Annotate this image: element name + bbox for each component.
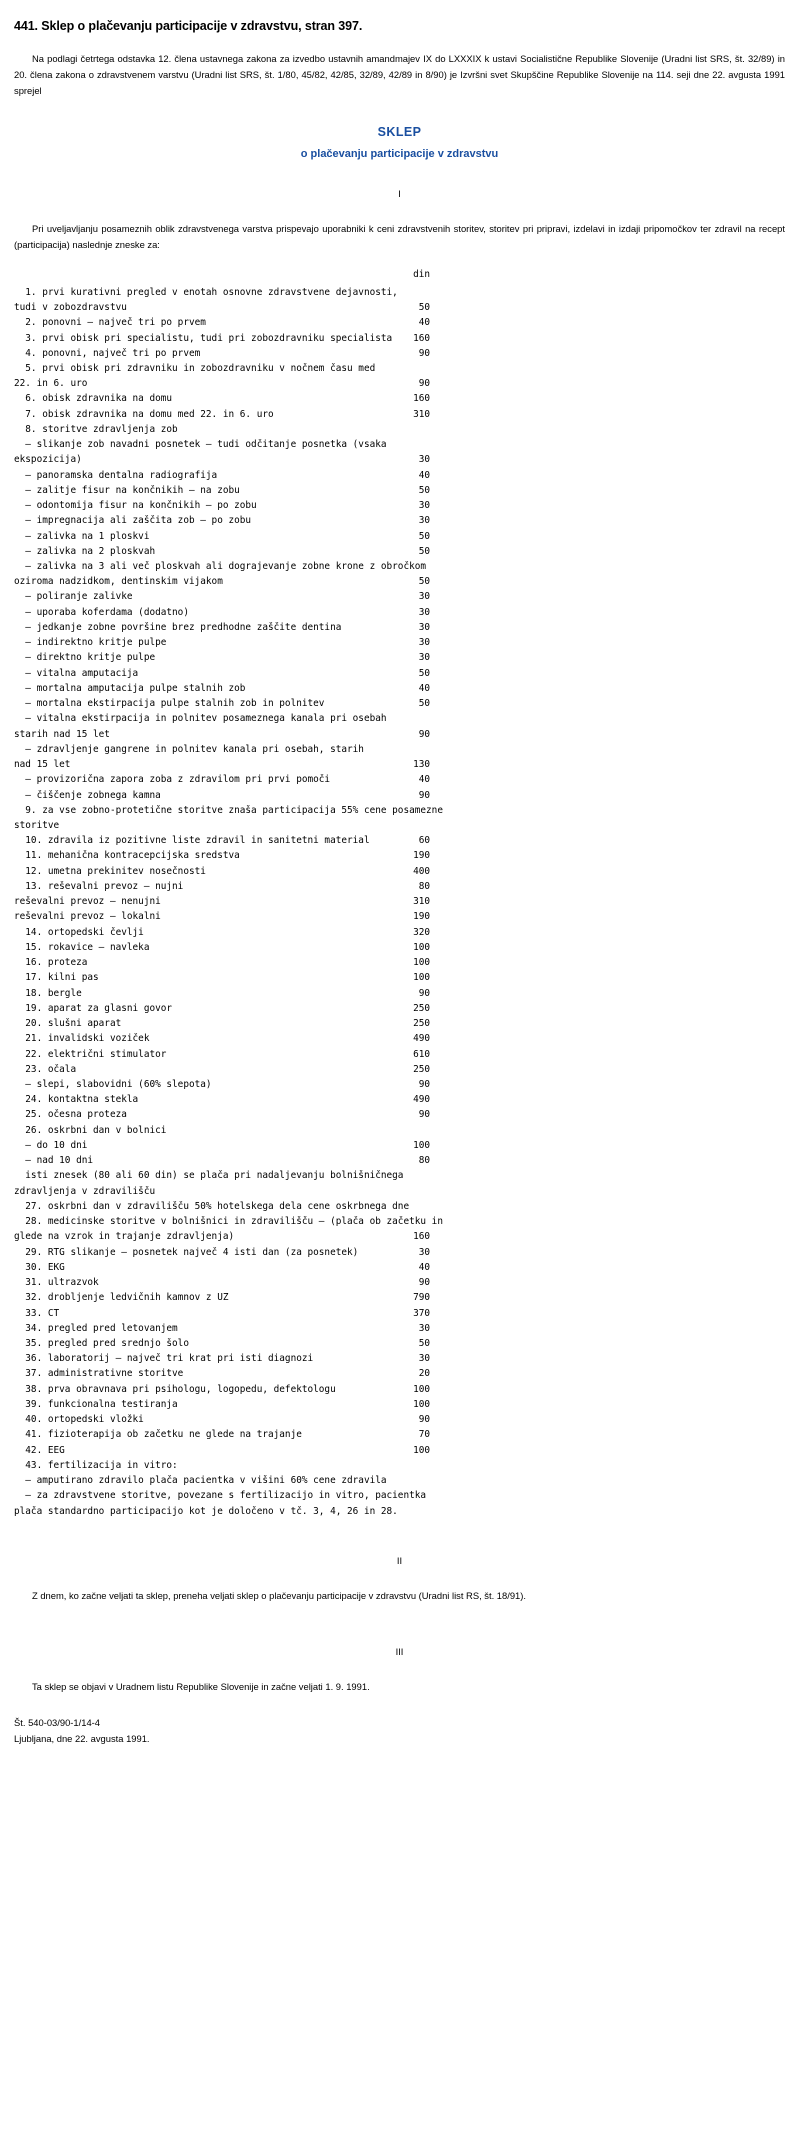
list-item: [14, 498, 785, 513]
list-item-amount: 490: [413, 1033, 430, 1045]
list-item-label: — indirektno kritje pulpe: [14, 637, 167, 649]
list-item-label: 42. EEG: [14, 1444, 65, 1456]
list-item-label: 11. mehanična kontracepcijska sredstva: [14, 850, 240, 862]
list-item: [14, 1062, 785, 1077]
list-item-amount: 40: [418, 469, 430, 481]
list-item-label: 40. ortopedski vložki: [14, 1414, 144, 1426]
list-item-amount: 30: [418, 606, 430, 618]
list-item-label: plača standardno participacijo kot je določeno v tč. 3, 4, 26 in 28.: [14, 1505, 398, 1517]
list-item-label: — nad 10 dni: [14, 1155, 94, 1167]
list-item: [14, 1077, 785, 1092]
list-item-label: — direktno kritje pulpe: [14, 652, 156, 664]
list-item-amount: 790: [413, 1292, 430, 1304]
list-item-label: — impregnacija ali zaščita zob — po zobu: [14, 515, 252, 527]
decision-heading: [14, 125, 785, 160]
list-item: [14, 1001, 785, 1016]
list-item-label: 19. aparat za glasni govor: [14, 1002, 173, 1014]
list-item-amount: 320: [413, 926, 430, 938]
list-item-label: 2. ponovni — največ tri po prvem: [14, 317, 206, 329]
list-item-label: — vitalna ekstirpacija in polnitev posameznega kanala pri osebah: [14, 713, 387, 725]
list-item-label: — mortalna amputacija pulpe stalnih zob: [14, 682, 246, 694]
list-item: [14, 864, 785, 879]
list-item-amount: 50: [418, 302, 430, 314]
list-item: [14, 833, 785, 848]
list-item-amount: 160: [413, 393, 430, 405]
section-1-numeral: I: [398, 187, 401, 199]
list-item: [14, 727, 785, 742]
list-item-label: 35. pregled pred srednjo šolo: [14, 1337, 189, 1349]
list-item: [14, 300, 785, 315]
list-item-label: 4. ponovni, največ tri po prvem: [14, 347, 201, 359]
list-item-amount: 40: [418, 1261, 430, 1273]
list-item: [14, 803, 785, 818]
list-item-label: nad 15 let: [14, 759, 71, 771]
list-item-label: 24. kontaktna stekla: [14, 1094, 139, 1106]
list-item-label: 10. zdravila iz pozitivne liste zdravil in sanitetni material: [14, 835, 370, 847]
list-item-label: 28. medicinske storitve v bolnišnici in zdravilišču — (plača ob začetku in: [14, 1216, 443, 1228]
list-item-label: 33. CT: [14, 1307, 60, 1319]
list-item: [14, 315, 785, 330]
list-item-amount: 190: [413, 911, 430, 923]
list-item-amount: 30: [418, 1353, 430, 1365]
section-3-numeral: III: [395, 1645, 404, 1657]
list-item: [14, 955, 785, 970]
list-item-label: — mortalna ekstirpacija pulpe stalnih zob in polnitev: [14, 698, 325, 710]
list-item-amount: 90: [418, 378, 430, 390]
list-item: [14, 635, 785, 650]
list-item: [14, 589, 785, 604]
list-item-label: oziroma nadzidkom, dentinskim vijakom: [14, 576, 223, 588]
list-item-amount: 370: [413, 1307, 430, 1319]
list-item: [14, 1290, 785, 1305]
page-title: 441. Sklep o plačevanju participacije v zdravstvu, stran 397.: [14, 19, 363, 33]
list-item: [14, 1336, 785, 1351]
heading-sklep: SKLEP: [377, 124, 422, 139]
list-item-label: 8. storitve zdravljenja zob: [14, 423, 178, 435]
list-item-amount: 30: [418, 652, 430, 664]
list-item: [14, 894, 785, 909]
list-item-amount: 100: [413, 1139, 430, 1151]
list-item-amount: 90: [418, 347, 430, 359]
list-item-amount: 90: [418, 728, 430, 740]
list-item: [14, 909, 785, 924]
list-item: [14, 1275, 785, 1290]
list-item-label: 22. električni stimulator: [14, 1048, 167, 1060]
list-item-amount: 40: [418, 682, 430, 694]
list-item-label: — slikanje zob navadni posnetek — tudi odčitanje posnetka (vsaka: [14, 439, 387, 451]
list-item-label: glede na vzrok in trajanje zdravljenja): [14, 1231, 235, 1243]
list-item-amount: 50: [418, 1337, 430, 1349]
list-item: [14, 331, 785, 346]
list-item-label: — poliranje zalivke: [14, 591, 133, 603]
list-item: [14, 1199, 785, 1214]
list-item: [14, 1260, 785, 1275]
list-item-amount: 160: [413, 1231, 430, 1243]
list-item: [14, 376, 785, 391]
list-item-label: 38. prva obravnava pri psihologu, logopedu, defektologu: [14, 1383, 336, 1395]
list-item-label: storitve: [14, 820, 60, 831]
list-item-label: tudi v zobozdravstvu: [14, 302, 127, 314]
list-item-label: 37. administrativne storitve: [14, 1368, 184, 1380]
list-item-amount: 30: [418, 591, 430, 603]
list-item-label: 30. EKG: [14, 1261, 65, 1273]
list-item: [14, 1214, 785, 1229]
list-item-amount: 80: [418, 880, 430, 892]
list-item-amount: 310: [413, 408, 430, 420]
list-item-label: 9. za vse zobno-protetične storitve znaša participacija 55% cene posamezne: [14, 804, 443, 816]
list-item-amount: 130: [413, 759, 430, 771]
list-item: [14, 940, 785, 955]
list-item-label: reševalni prevoz — lokalni: [14, 911, 161, 923]
section-3-paragraph: [14, 1679, 785, 1695]
list-item: [14, 1321, 785, 1336]
list-item-label: 34. pregled pred letovanjem: [14, 1322, 178, 1334]
list-item-amount: 50: [418, 545, 430, 557]
list-item-label: 43. fertilizacija in vitro:: [14, 1459, 178, 1471]
list-item: [14, 986, 785, 1001]
list-item: [14, 452, 785, 467]
list-item-label: — jedkanje zobne površine brez predhodne zaščite dentina: [14, 621, 342, 633]
list-item: [14, 559, 785, 574]
list-item: [14, 1504, 785, 1519]
section-1-intro-text: Pri uveljavljanju posameznih oblik zdravstvenega varstva prispevajo uporabniki k ceni zdravstvenih storitev, storitev pri pripravi, izdelavi in izdaji pripomočkov ter zdravil na recept (participacija) naslednje zneske za:: [14, 222, 785, 250]
list-item: [14, 925, 785, 940]
intro-text: Na podlagi četrtega odstavka 12. člena ustavnega zakona za izvedbo ustavnih amandmajev IX do LXXXIX k ustavi Socialistične Republike Slovenije (Uradni list SRS, št. 32/89) in 20. člena zakona o zdravstvenem varstvu (Uradni list SRS, št. 1/80, 45/82, 42/85, 32/89, 42/89 in 8/90) je Izvršni svet Skupščine Republike Slovenije na 114. seji dne 22. avgusta 1991 sprejel: [14, 52, 785, 96]
list-item: [14, 437, 785, 452]
list-item-amount: 30: [418, 454, 430, 466]
list-item-amount: 50: [418, 530, 430, 542]
list-item-label: — zalitje fisur na končnikih — na zobu: [14, 484, 240, 496]
list-item: [14, 666, 785, 681]
list-item-amount: 80: [418, 1155, 430, 1167]
list-item-amount: 100: [413, 957, 430, 969]
list-item-label: ekspozicija): [14, 454, 82, 466]
list-item-amount: 250: [413, 1063, 430, 1075]
list-item: [14, 1488, 785, 1503]
list-item: [14, 391, 785, 406]
list-item-label: 41. fizioterapija ob začetku ne glede na trajanje: [14, 1429, 302, 1441]
list-item-amount: 30: [418, 1322, 430, 1334]
list-item-label: 18. bergle: [14, 987, 82, 999]
list-item: [14, 605, 785, 620]
list-item-label: — čiščenje zobnega kamna: [14, 789, 161, 801]
list-item-label: 36. laboratorij — največ tri krat pri isti diagnozi: [14, 1353, 314, 1365]
signature-place: Ljubljana, dne 22. avgusta 1991.: [14, 1733, 150, 1745]
list-item-label: 39. funkcionalna testiranja: [14, 1398, 178, 1410]
heading-subtitle: o plačevanju participacije v zdravstvu: [300, 147, 499, 160]
list-item-label: — slepi, slabovidni (60% slepota): [14, 1078, 212, 1090]
signature-block: [14, 1715, 785, 1748]
list-item-label: 5. prvi obisk pri zdravniku in zobozdravniku v nočnem času med: [14, 362, 376, 374]
list-item-label: 3. prvi obisk pri specialistu, tudi pri zobozdravniku specialista: [14, 332, 393, 344]
list-item-label: 20. slušni aparat: [14, 1018, 122, 1030]
list-item-label: — do 10 dni: [14, 1139, 88, 1151]
list-item-amount: 40: [418, 317, 430, 329]
list-item: [14, 1107, 785, 1122]
list-item: [14, 1092, 785, 1107]
list-item-label: reševalni prevoz — nenujni: [14, 896, 161, 908]
list-item-amount: 610: [413, 1048, 430, 1060]
list-item: [14, 468, 785, 483]
list-item-amount: 30: [418, 500, 430, 512]
list-item-label: — vitalna amputacija: [14, 667, 139, 679]
list-item-amount: 400: [413, 865, 430, 877]
list-item-label: — provizorična zapora zoba z zdravilom pri prvi pomoči: [14, 774, 331, 786]
list-item: [14, 1443, 785, 1458]
list-item-label: 15. rokavice — navleka: [14, 941, 150, 953]
list-item: [14, 1458, 785, 1473]
currency-header: din: [413, 268, 430, 280]
participation-list: [14, 285, 785, 1519]
list-item: [14, 788, 785, 803]
list-item: [14, 848, 785, 863]
list-item-label: 12. umetna prekinitev nosečnosti: [14, 865, 206, 877]
list-item-label: 6. obisk zdravnika na domu: [14, 393, 173, 405]
list-item-amount: 90: [418, 789, 430, 801]
list-item-amount: 190: [413, 850, 430, 862]
list-item-amount: 30: [418, 1246, 430, 1258]
list-item-amount: 50: [418, 667, 430, 679]
list-item: [14, 1184, 785, 1199]
list-item-label: 31. ultrazvok: [14, 1277, 99, 1289]
list-item-amount: 250: [413, 1018, 430, 1030]
list-item-label: 22. in 6. uro: [14, 378, 88, 390]
list-item: [14, 513, 785, 528]
list-item: [14, 1138, 785, 1153]
list-item-label: 27. oskrbni dan v zdravilišču 50% hotelskega dela cene oskrbnega dne: [14, 1200, 410, 1212]
list-item: [14, 757, 785, 772]
list-item: [14, 711, 785, 726]
list-item-amount: 20: [418, 1368, 430, 1380]
list-item: [14, 1473, 785, 1488]
list-item: [14, 422, 785, 437]
list-item: [14, 285, 785, 300]
list-item-label: — panoramska dentalna radiografija: [14, 469, 218, 481]
list-item-label: 1. prvi kurativni pregled v enotah osnovne zdravstvene dejavnosti,: [14, 286, 398, 298]
list-item: [14, 1168, 785, 1183]
list-item: [14, 1016, 785, 1031]
list-item-amount: 50: [418, 698, 430, 710]
list-item: [14, 879, 785, 894]
list-item-amount: 30: [418, 621, 430, 633]
list-item: [14, 346, 785, 361]
list-item-amount: 90: [418, 1109, 430, 1121]
list-item: [14, 574, 785, 589]
list-item-label: — zalivka na 2 ploskvah: [14, 545, 156, 557]
list-item-label: 32. drobljenje ledvičnih kamnov z UZ: [14, 1292, 229, 1304]
list-item-label: 17. kilni pas: [14, 972, 99, 984]
list-item-label: 7. obisk zdravnika na domu med 22. in 6. uro: [14, 408, 274, 420]
list-item: [14, 970, 785, 985]
list-item-amount: 90: [418, 1414, 430, 1426]
list-item-amount: 250: [413, 1002, 430, 1014]
list-item-amount: 100: [413, 1383, 430, 1395]
list-item-label: 23. očala: [14, 1063, 77, 1075]
list-item: [14, 681, 785, 696]
list-item-amount: 50: [418, 484, 430, 496]
list-item-label: 21. invalidski voziček: [14, 1033, 150, 1045]
list-item-amount: 90: [418, 987, 430, 999]
section-2-numeral: II: [396, 1554, 403, 1566]
list-item: [14, 1123, 785, 1138]
list-item-label: — zalivka na 1 ploskvi: [14, 530, 150, 542]
list-item-label: — odontomija fisur na končnikih — po zobu: [14, 500, 257, 512]
section-1-intro: [14, 221, 785, 253]
section-2-text: Z dnem, ko začne veljati ta sklep, preneha veljati sklep o plačevanju participacije v zdravstvu (Uradni list RS, št. 18/91).: [32, 1589, 526, 1601]
list-item-label: — uporaba koferdama (dodatno): [14, 606, 189, 618]
list-item: [14, 1245, 785, 1260]
list-item: [14, 742, 785, 757]
list-item: [14, 650, 785, 665]
list-item: [14, 529, 785, 544]
list-item: [14, 1229, 785, 1244]
list-item-amount: 30: [418, 515, 430, 527]
list-item-amount: 100: [413, 1398, 430, 1410]
list-item-amount: 60: [418, 835, 430, 847]
list-item-label: zdravljenja v zdravilišču: [14, 1185, 156, 1197]
list-item-label: 13. reševalni prevoz — nujni: [14, 880, 184, 892]
list-item: [14, 1427, 785, 1442]
list-item: [14, 544, 785, 559]
list-item-label: isti znesek (80 ali 60 din) se plača pri nadaljevanju bolnišničnega: [14, 1170, 404, 1182]
list-item-label: 29. RTG slikanje — posnetek največ 4 isti dan (za posnetek): [14, 1246, 359, 1258]
list-item: [14, 1047, 785, 1062]
list-item-amount: 30: [418, 637, 430, 649]
list-item-amount: 490: [413, 1094, 430, 1106]
list-item-amount: 50: [418, 576, 430, 588]
list-item-amount: 40: [418, 774, 430, 786]
list-item-label: — zdravljenje gangrene in polnitev kanala pri osebah, starih: [14, 743, 364, 755]
list-item-amount: 70: [418, 1429, 430, 1441]
signature-number: Št. 540-03/90-1/14-4: [14, 1716, 100, 1728]
section-3-text: Ta sklep se objavi v Uradnem listu Republike Slovenije in začne veljati 1. 9. 1991.: [32, 1680, 370, 1692]
list-item: [14, 620, 785, 635]
list-item-amount: 100: [413, 941, 430, 953]
list-item-amount: 100: [413, 1444, 430, 1456]
list-item: [14, 1153, 785, 1168]
list-item: [14, 407, 785, 422]
list-item-label: — amputirano zdravilo plača pacientka v višini 60% cene zdravila: [14, 1475, 387, 1487]
list-item-amount: 100: [413, 972, 430, 984]
list-item-label: — zalivka na 3 ali več ploskvah ali dograjevanje zobne krone z obročkom: [14, 561, 427, 573]
intro-paragraph: [14, 51, 785, 99]
list-item-label: 26. oskrbni dan v bolnici: [14, 1124, 167, 1136]
list-item: [14, 1382, 785, 1397]
list-item: [14, 1366, 785, 1381]
list-item: [14, 361, 785, 376]
list-item-label: 16. proteza: [14, 957, 88, 969]
section-2-paragraph: [14, 1588, 785, 1604]
list-item: [14, 1306, 785, 1321]
list-item: [14, 483, 785, 498]
list-item: [14, 1031, 785, 1046]
list-item-amount: 160: [413, 332, 430, 344]
currency-header-row: [14, 267, 785, 283]
list-item-label: 14. ortopedski čevlji: [14, 926, 144, 938]
list-item: [14, 696, 785, 711]
list-item-amount: 90: [418, 1078, 430, 1090]
list-item: [14, 772, 785, 787]
list-item: [14, 818, 785, 833]
list-item: [14, 1412, 785, 1427]
list-item-label: 25. očesna proteza: [14, 1109, 127, 1121]
list-item-amount: 90: [418, 1277, 430, 1289]
list-item: [14, 1397, 785, 1412]
list-item: [14, 1351, 785, 1366]
list-item-label: starih nad 15 let: [14, 728, 110, 740]
list-item-amount: 310: [413, 896, 430, 908]
list-item-label: — za zdravstvene storitve, povezane s fertilizacijo in vitro, pacientka: [14, 1490, 427, 1502]
